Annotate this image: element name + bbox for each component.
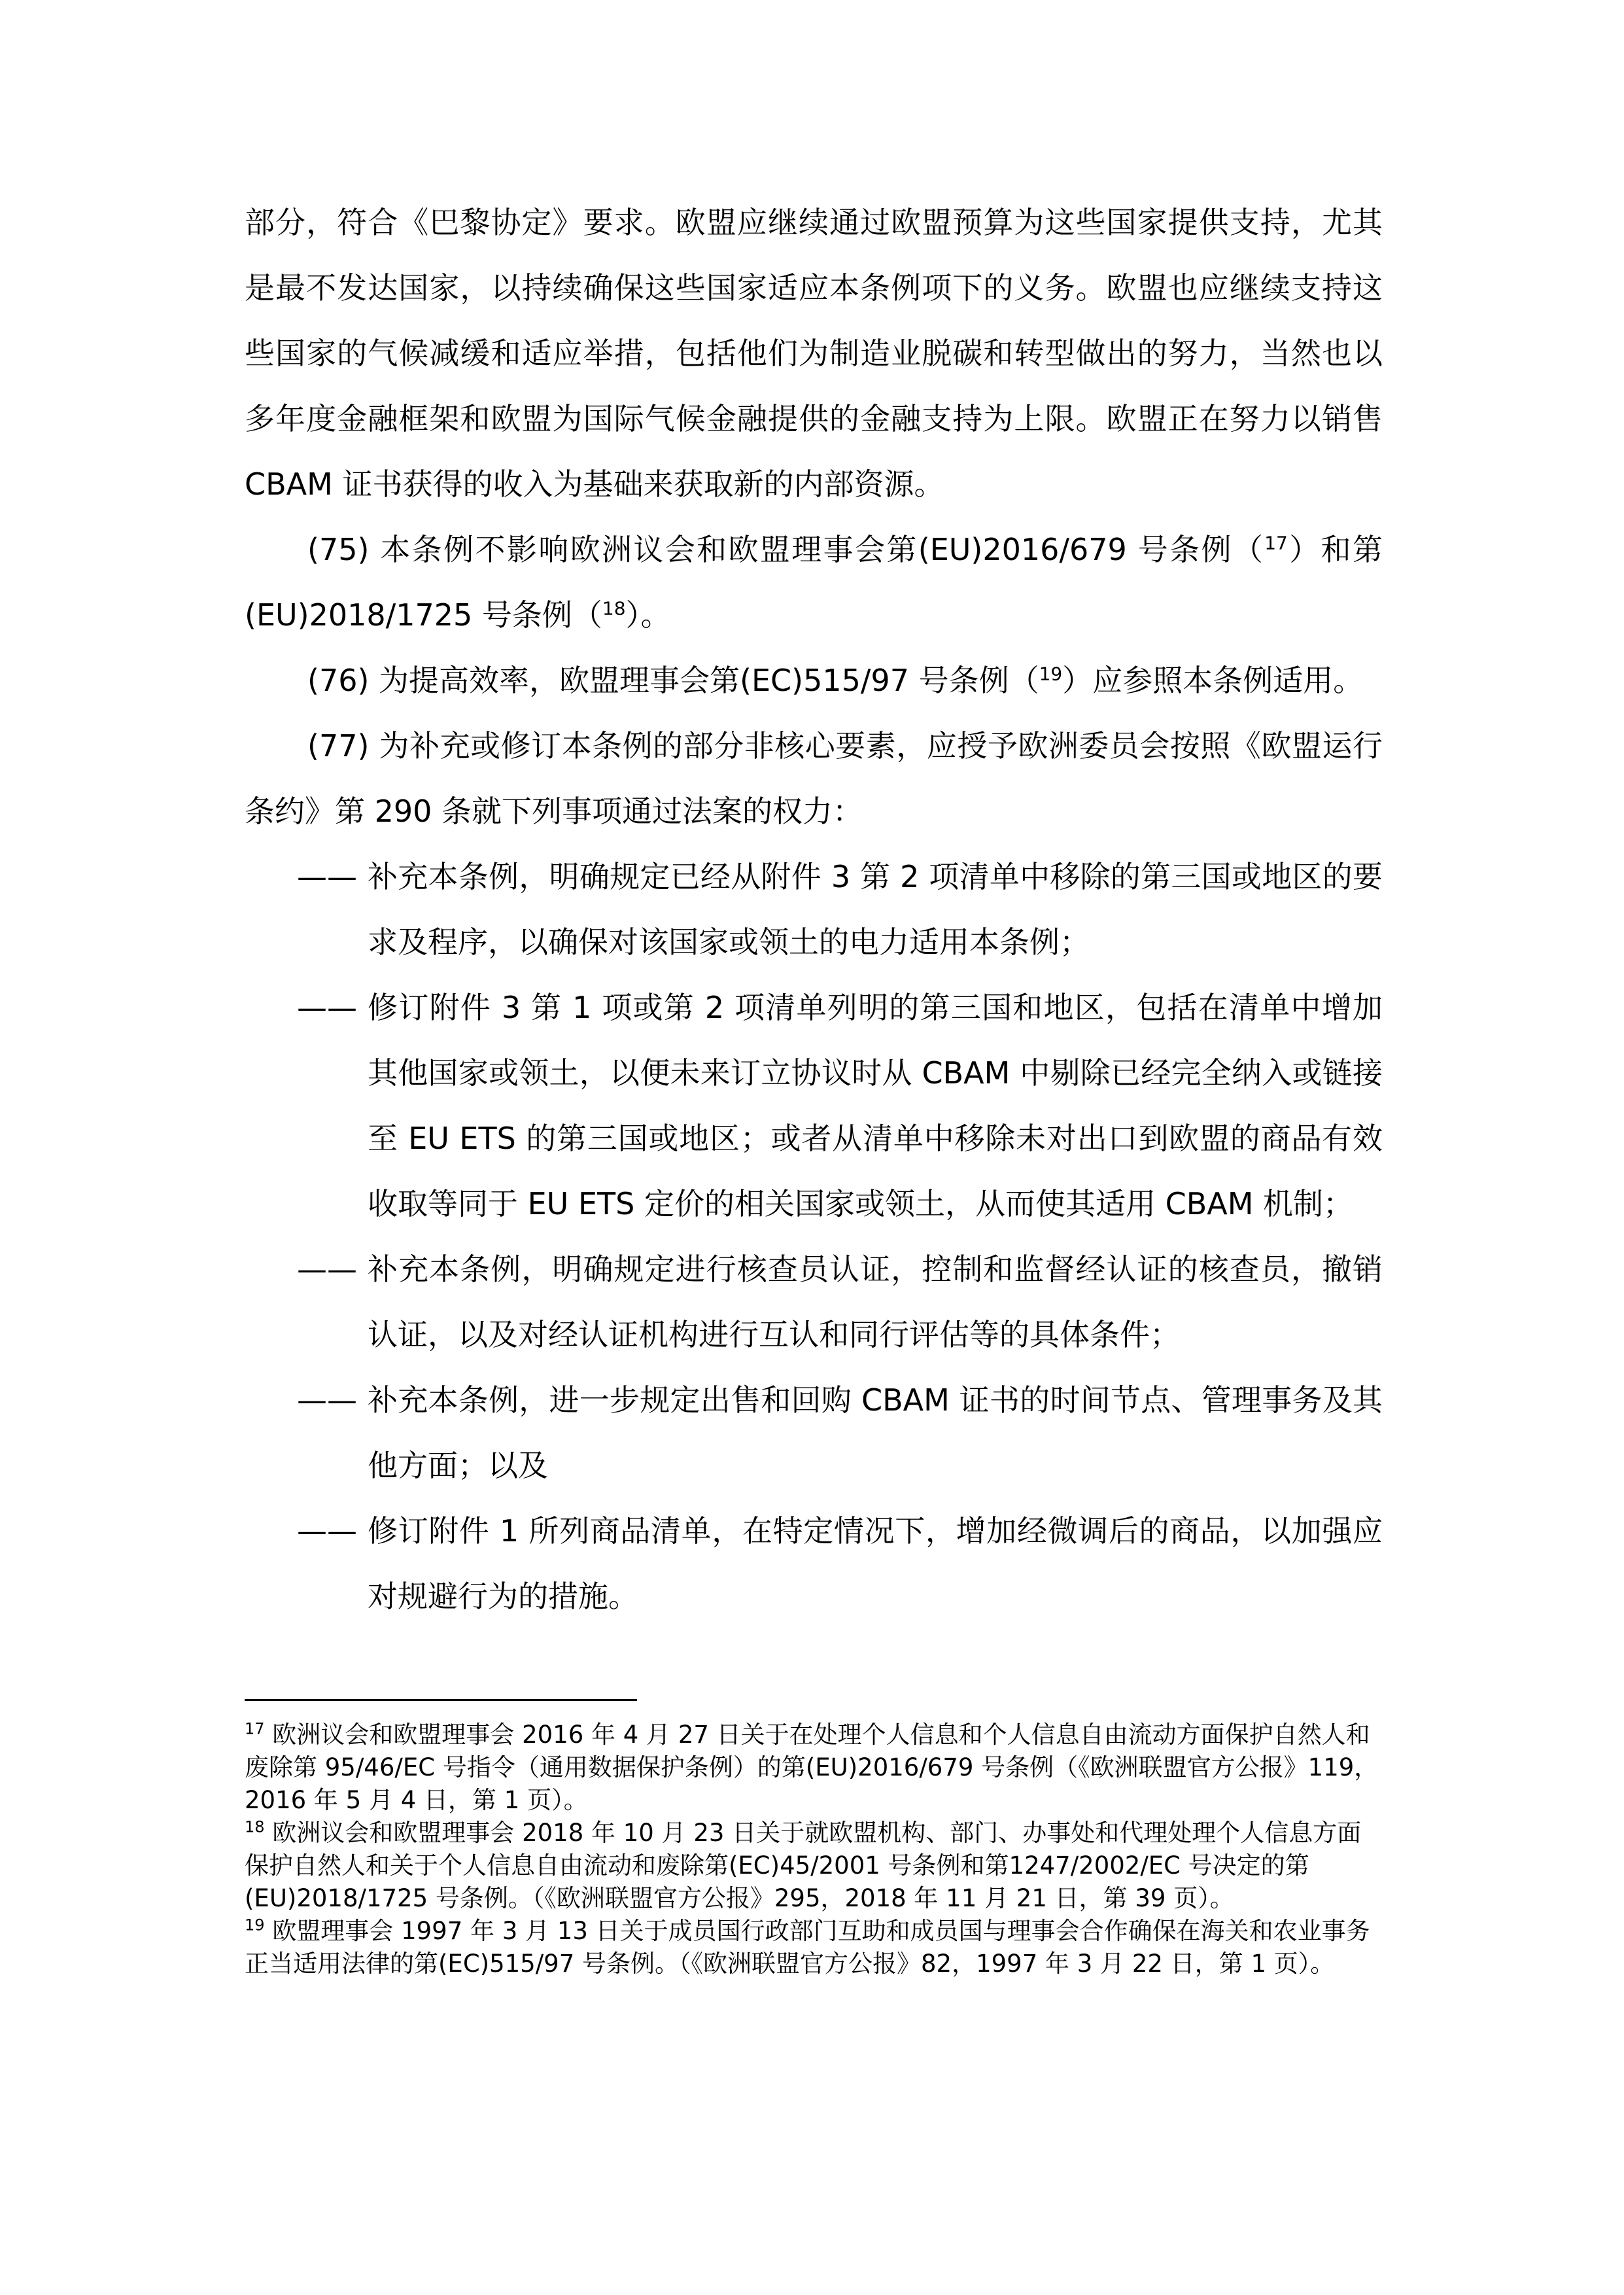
list-item <box>245 975 1383 1236</box>
paragraph-76-text-a: (76) 为提高效率，欧盟理事会第(EC)515/97 号条例（ <box>307 663 1039 698</box>
list-item <box>245 1367 1383 1498</box>
paragraph-75-text-a: (75) 本条例不影响欧洲议会和欧盟理事会第(EU)2016/679 号条例（ <box>307 532 1265 567</box>
dash-marker: —— <box>297 1382 357 1418</box>
delegated-acts-list <box>245 844 1383 1629</box>
footnote-text: 欧洲议会和欧盟理事会 2018 年 10 月 23 日关于就欧盟机构、部门、办事处和代理处理个人信息方面保护自然人和关于个人信息自由流动和废除第(EC)45/2001 号条例和第1247/2002/EC 号决定的第(EU)2018/1725 号条例。（《欧洲联盟官方公报》295，2018 年 11 月 21 日，第 39 页）。 <box>245 1819 1362 1912</box>
footnote-ref-19[interactable]: 19 <box>1039 663 1063 685</box>
paragraph-77: (77) 为补充或修订本条例的部分非核心要素，应授予欧洲委员会按照《欧盟运行条约》第 290 条就下列事项通过法案的权力： <box>245 728 1383 829</box>
footnote-17 <box>245 1719 1383 1817</box>
paragraph-76 <box>245 648 1383 713</box>
footnote-ref-18[interactable]: 18 <box>602 597 626 620</box>
paragraph-76-text-b: ）应参照本条例适用。 <box>1062 663 1364 698</box>
footnote-text: 欧洲议会和欧盟理事会 2016 年 4 月 27 日关于在处理个人信息和个人信息自由流动方面保护自然人和废除第 95/46/EC 号指令（通用数据保护条例）的第(EU)2016/679 号条例（《欧洲联盟官方公报》119，2016 年 5 月 4 日，第 1 页）。 <box>245 1721 1379 1814</box>
footnotes <box>245 1719 1383 1980</box>
list-item <box>245 1498 1383 1629</box>
footnote-number: 19 <box>245 1916 265 1935</box>
list-item-text: 修订附件 3 第 1 项或第 2 项清单列明的第三国和地区，包括在清单中增加其他国家或领土，以便未来订立协议时从 CBAM 中剔除已经完全纳入或链接至 EU ETS 的第三国或地区；或者从清单中移除未对出口到欧盟的商品有效收取等同于 EU ETS 定价的相关国家或领土，从而使其适用 CBAM 机制； <box>368 990 1383 1221</box>
paragraph-75-text-b: ）和第(EU)2018/1725 号条例（ <box>245 532 1383 633</box>
footnote-text: 欧盟理事会 1997 年 3 月 13 日关于成员国行政部门互助和成员国与理事会合作确保在海关和农业事务正当适用法律的第(EC)515/97 号条例。（《欧洲联盟官方公报》82，1997 年 3 月 22 日，第 1 页）。 <box>245 1917 1370 1978</box>
footnote-number: 17 <box>245 1719 265 1738</box>
list-item-text: 修订附件 1 所列商品清单，在特定情况下，增加经微调后的商品，以加强应对规避行为的措施。 <box>368 1513 1383 1614</box>
footnote-19 <box>245 1915 1383 1980</box>
list-item-text: 补充本条例，进一步规定出售和回购 CBAM 证书的时间节点、管理事务及其他方面；以及 <box>368 1382 1383 1483</box>
dash-marker: —— <box>297 990 357 1025</box>
dash-marker: —— <box>297 859 357 894</box>
dash-marker: —— <box>297 1252 357 1287</box>
list-item-text: 补充本条例，明确规定进行核查员认证，控制和监督经认证的核查员，撤销认证，以及对经认证机构进行互认和同行评估等的具体条件； <box>368 1252 1383 1352</box>
dash-marker: —— <box>297 1513 357 1549</box>
footnote-18 <box>245 1817 1383 1915</box>
main-text <box>245 190 1383 1629</box>
paragraph-75 <box>245 517 1383 648</box>
paragraph-75-text-c: ）。 <box>625 597 671 633</box>
list-item-text: 补充本条例，明确规定已经从附件 3 第 2 项清单中移除的第三国或地区的要求及程序，以确保对该国家或领土的电力适用本条例； <box>368 859 1383 960</box>
list-item <box>245 1236 1383 1367</box>
footnote-separator <box>245 1699 637 1701</box>
paragraph-74-continued: 部分，符合《巴黎协定》要求。欧盟应继续通过欧盟预算为这些国家提供支持，尤其是最不发达国家，以持续确保这些国家适应本条例项下的义务。欧盟也应继续支持这些国家的气候减缓和适应举措，包括他们为制造业脱碳和转型做出的努力，当然也以多年度金融框架和欧盟为国际气候金融提供的金融支持为上限。欧盟正在努力以销售 CBAM 证书获得的收入为基础来获取新的内部资源。 <box>245 205 1383 502</box>
list-item <box>245 844 1383 975</box>
footnote-number: 18 <box>245 1817 265 1836</box>
footnote-ref-17[interactable]: 17 <box>1264 532 1288 554</box>
